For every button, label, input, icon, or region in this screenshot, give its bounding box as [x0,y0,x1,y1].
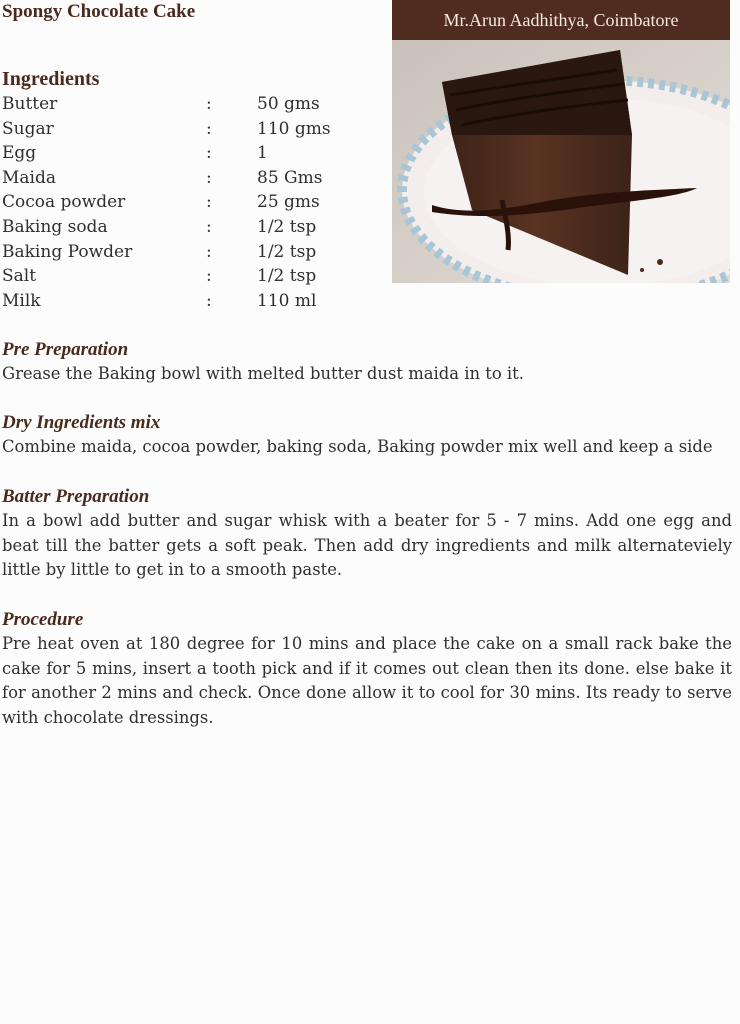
section-heading: Dry Ingredients mix [2,412,161,433]
ingredient-quantity: 1 [257,143,268,164]
ingredient-name: Sugar [2,118,54,139]
ingredient-name: Egg [2,143,37,164]
ingredient-row [2,240,382,265]
ingredient-quantity: 1/2 tsp [257,266,317,287]
ingredient-separator: : [206,143,212,164]
section-text: Pre heat oven at 180 degree for 10 mins and place the cake on a small rack bake the cake for 5 mins, insert a tooth pick and if it comes out clean then its done. else bake it for another 2 mins and check. Once done allow it to cool for 30 mins. Its ready to serve with chocolate dressings. [2,634,732,727]
ingredients-heading: Ingredients [2,68,100,90]
section-text: In a bowl add butter and sugar whisk with a beater for 5 - 7 mins. Add one egg and beat till the batter gets a soft peak. Then add dry ingredients and milk alternateviely little by little to get in to a smooth paste. [2,511,732,579]
ingredient-separator: : [206,118,212,139]
ingredient-name: Cocoa powder [2,192,126,213]
section-batter-preparation [2,485,732,583]
ingredient-name: Maida [2,167,56,188]
ingredient-row [2,141,382,166]
section-text: Combine maida, cocoa powder, baking soda, Baking powder mix well and keep a side [2,437,713,456]
ingredient-row [2,289,382,314]
author-banner [392,0,730,40]
ingredient-quantity: 1/2 tsp [257,216,317,237]
ingredient-name: Butter [2,94,58,114]
ingredient-row [2,215,382,240]
ingredient-row [2,117,382,142]
ingredient-separator: : [206,192,212,213]
cake-photo [392,40,730,283]
ingredient-separator: : [206,94,212,114]
ingredient-name: Baking soda [2,216,108,237]
section-pre-preparation [2,338,732,387]
section-text: Grease the Baking bowl with melted butter dust maida in to it. [2,364,524,383]
ingredient-separator: : [206,290,212,311]
ingredient-quantity: 1/2 tsp [257,241,317,262]
ingredient-row [2,92,382,117]
ingredient-name: Salt [2,266,37,287]
ingredient-name: Baking Powder [2,241,133,262]
ingredient-quantity: 110 gms [257,118,331,139]
ingredient-separator: : [206,216,212,237]
section-dry-ingredients [2,411,732,460]
author-name: Mr.Arun Aadhithya, Coimbatore [443,9,679,30]
ingredient-quantity: 50 gms [257,94,320,114]
ingredient-quantity: 25 gms [257,192,320,213]
ingredient-quantity: 85 Gms [257,167,323,188]
ingredient-row [2,190,382,215]
ingredient-quantity: 110 ml [257,290,317,311]
ingredient-row [2,166,382,191]
ingredient-separator: : [206,167,212,188]
ingredients-list [2,92,382,313]
section-heading: Batter Preparation [2,486,150,507]
page-title: Spongy Chocolate Cake [2,1,196,22]
section-heading: Pre Preparation [2,339,129,360]
ingredient-separator: : [206,241,212,262]
section-procedure [2,608,732,730]
ingredient-separator: : [206,266,212,287]
section-heading: Procedure [2,609,84,630]
ingredient-name: Milk [2,290,41,311]
ingredient-row [2,264,382,289]
